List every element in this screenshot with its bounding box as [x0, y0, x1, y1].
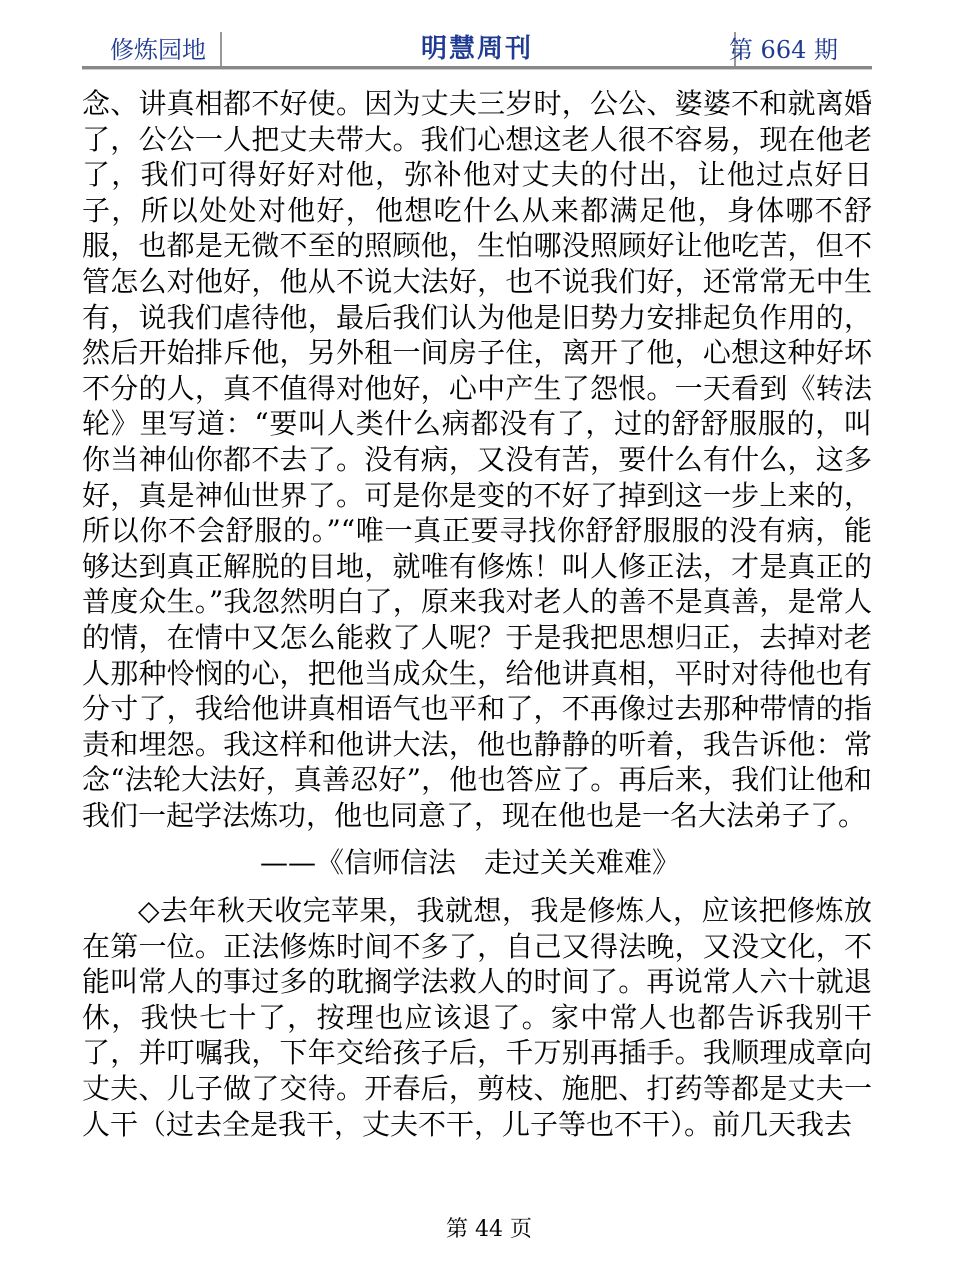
publication-title: 明慧周刊: [420, 34, 533, 64]
issue-number: 第 664 期: [728, 36, 838, 64]
article-source-attribution: ——《信师信法 走过关关难难》: [260, 846, 681, 880]
article-paragraph-1: 念、讲真相都不好使。因为丈夫三岁时，公公、婆婆不和就离婚了，公公一人把丈夫带大。我们心想这老人很不容易，现在他老了，我们可得好好对他，弥补他对丈夫的付出，让他过点好日子，所以处处对他好，他想吃什么从来都满足他，身体哪不舒服，也都是无微不至的照顾他，生怕哪没照顾好让他吃苦，但不管怎么对他好，他从不说大法好，也不说我们好，还常常无中生有，说我们虐待他，最后我们认为他是旧势力安排起负作用的，然后开始排斥他，另外租一间房子住，离开了他，心想这种好坏不分的人，真不值得对他好，心中产生了怨恨。一天看到《转法轮》里写道：“要叫人类什么病都没有了，过的舒舒服服的，叫你当神仙你都不去了。没有病，又没有苦，要什么有什么，这多好，真是神仙世界了。可是你是变的不好了掉到这一步上来的，所以你不会舒服的。”“唯一真正要寻找你舒舒服服的没有病，能够达到真正解脱的目地，就唯有修炼！叫人修正法，才是真正的普度众生。”我忽然明白了，原来我对老人的善不是真善，是常人的情，在情中又怎么能救了人呢？于是我把思想归正，去掉对老人那种怜悯的心，把他当成众生，给他讲真相，平时对待他也有分寸了，我给他讲真相语气也平和了，不再像过去那种带情的指责和埋怨。我这样和他讲大法，他也静静的听着，我告诉他：常念“法轮大法好，真善忍好”，他也答应了。再后来，我们让他和我们一起学法炼功，他也同意了，现在他也是一名大法弟子了。: [82, 87, 872, 832]
page-header: [82, 26, 872, 66]
header-rule: [82, 66, 872, 69]
article-body: [82, 86, 872, 1142]
section-title: 修炼园地: [110, 36, 206, 64]
article-paragraph-2: ◇去年秋天收完苹果，我就想，我是修炼人，应该把修炼放在第一位。正法修炼时间不多了，自己又得法晚，又没文化，不能叫常人的事过多的耽搁学法救人的时间了。再说常人六十就退休，我快七十了，按理也应该退了。家中常人也都告诉我别干了，并叮嘱我，下年交给孩子后，千万别再插手。我顺理成章向丈夫、儿子做了交待。开春后，剪枝、施肥、打药等都是丈夫一人干（过去全是我干，丈夫不干，儿子等也不干）。前几天我去: [82, 894, 872, 1141]
page-number: 第 44 页: [446, 1217, 532, 1242]
